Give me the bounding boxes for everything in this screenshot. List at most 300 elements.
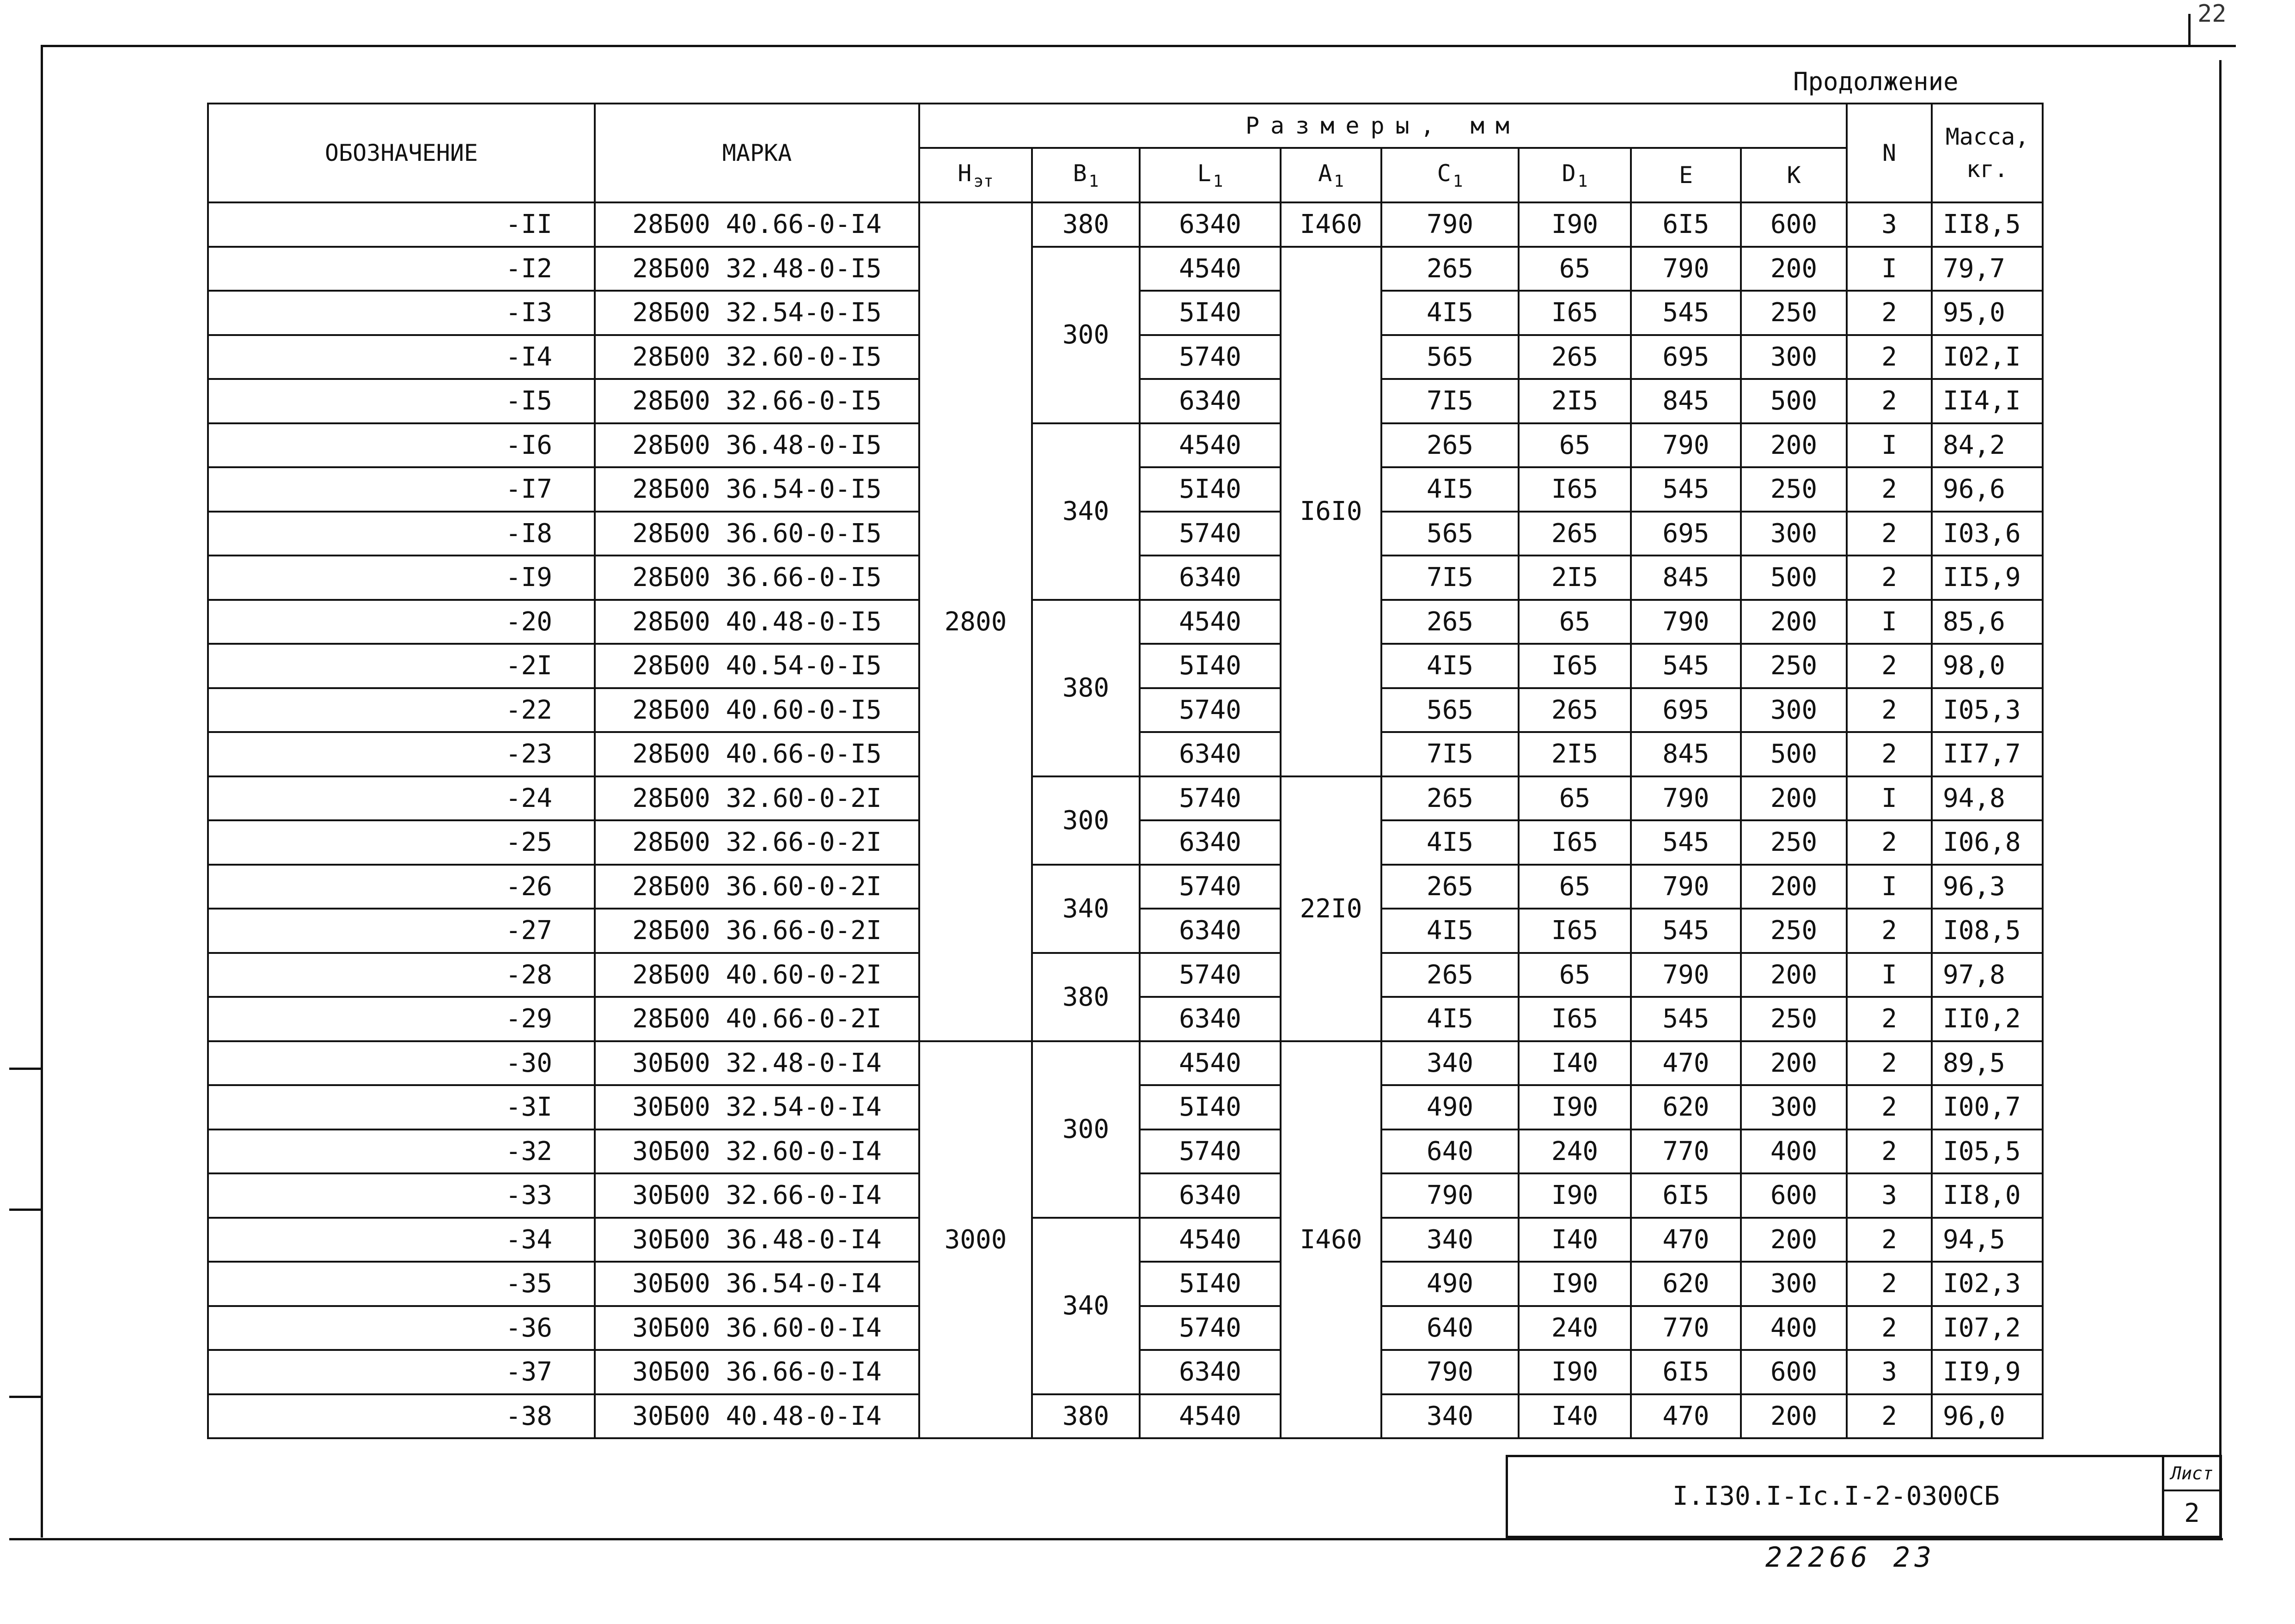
d1-cell: I65 (1519, 997, 1631, 1041)
c1-cell: 265 (1381, 423, 1519, 468)
n-cell: 2 (1847, 512, 1932, 556)
e-cell: 845 (1631, 732, 1741, 776)
d1-cell: I90 (1519, 1350, 1631, 1394)
header-a-subscript: 1 (1334, 171, 1344, 191)
n-cell: 2 (1847, 688, 1932, 733)
table-row (208, 1041, 2043, 1086)
designation-cell: -38 (208, 1394, 595, 1439)
k-cell: 250 (1741, 644, 1847, 688)
designation-cell: -36 (208, 1306, 595, 1350)
c1-cell: 490 (1381, 1262, 1519, 1306)
mass-cell: I02,3 (1932, 1262, 2043, 1306)
n-cell: 2 (1847, 556, 1932, 600)
table-body (208, 202, 2043, 1438)
n-cell: 2 (1847, 997, 1932, 1041)
mass-cell: 95,0 (1932, 291, 2043, 335)
e-cell: 695 (1631, 512, 1741, 556)
n-cell: 2 (1847, 379, 1932, 423)
n-cell: 2 (1847, 1218, 1932, 1262)
k-cell: 300 (1741, 688, 1847, 733)
e-cell: 6I5 (1631, 1173, 1741, 1218)
b1-cell: 380 (1032, 1394, 1140, 1439)
mark-cell: 30Б00 36.60-0-I4 (595, 1306, 919, 1350)
mass-cell: I00,7 (1932, 1085, 2043, 1129)
d1-cell: 2I5 (1519, 379, 1631, 423)
designation-cell: -24 (208, 776, 595, 821)
header-l-letter: L (1197, 159, 1211, 187)
designation-cell: -37 (208, 1350, 595, 1394)
l1-cell: 6340 (1140, 997, 1281, 1041)
specification-table (207, 103, 2044, 1439)
k-cell: 200 (1741, 1041, 1847, 1086)
d1-cell: 65 (1519, 600, 1631, 644)
table-row (208, 423, 2043, 468)
e-cell: 695 (1631, 335, 1741, 379)
k-cell: 200 (1741, 865, 1847, 909)
k-cell: 250 (1741, 291, 1847, 335)
mark-cell: 30Б00 36.48-0-I4 (595, 1218, 919, 1262)
e-cell: 770 (1631, 1306, 1741, 1350)
mass-cell: 96,6 (1932, 467, 2043, 512)
b1-cell: 380 (1032, 953, 1140, 1041)
l1-cell: 5I40 (1140, 467, 1281, 512)
mark-cell: 28Б00 32.60-0-2I (595, 776, 919, 821)
l1-cell: 5I40 (1140, 291, 1281, 335)
e-cell: 790 (1631, 247, 1741, 291)
k-cell: 500 (1741, 379, 1847, 423)
mark-cell: 30Б00 36.66-0-I4 (595, 1350, 919, 1394)
n-cell: I (1847, 776, 1932, 821)
d1-cell: 2I5 (1519, 556, 1631, 600)
mass-cell: II5,9 (1932, 556, 2043, 600)
mass-cell: 94,5 (1932, 1218, 2043, 1262)
k-cell: 300 (1741, 1085, 1847, 1129)
mark-cell: 28Б00 40.48-0-I5 (595, 600, 919, 644)
d1-cell: 265 (1519, 335, 1631, 379)
mass-cell: II0,2 (1932, 997, 2043, 1041)
e-cell: 6I5 (1631, 202, 1741, 247)
mark-cell: 28Б00 32.66-0-2I (595, 820, 919, 865)
mark-cell: 28Б00 36.60-0-2I (595, 865, 919, 909)
mass-cell: 84,2 (1932, 423, 2043, 468)
designation-cell: -I7 (208, 467, 595, 512)
k-cell: 200 (1741, 423, 1847, 468)
c1-cell: 265 (1381, 776, 1519, 821)
mark-cell: 28Б00 40.66-0-I4 (595, 202, 919, 247)
d1-cell: 65 (1519, 776, 1631, 821)
e-cell: 470 (1631, 1041, 1741, 1086)
designation-cell: -22 (208, 688, 595, 733)
table-row (208, 776, 2043, 821)
l1-cell: 4540 (1140, 1394, 1281, 1439)
e-cell: 620 (1631, 1085, 1741, 1129)
k-cell: 400 (1741, 1306, 1847, 1350)
k-cell: 200 (1741, 776, 1847, 821)
d1-cell: I90 (1519, 1173, 1631, 1218)
d1-cell: 240 (1519, 1306, 1631, 1350)
b1-cell: 380 (1032, 202, 1140, 247)
c1-cell: 565 (1381, 512, 1519, 556)
designation-cell: -I6 (208, 423, 595, 468)
mark-cell: 28Б00 32.66-0-I5 (595, 379, 919, 423)
mass-cell: II7,7 (1932, 732, 2043, 776)
mark-cell: 28Б00 40.66-0-2I (595, 997, 919, 1041)
mark-cell: 28Б00 36.66-0-I5 (595, 556, 919, 600)
designation-cell: -I3 (208, 291, 595, 335)
header-h-subscript: эт (973, 171, 994, 191)
e-cell: 845 (1631, 379, 1741, 423)
c1-cell: 265 (1381, 247, 1519, 291)
mass-cell: II8,0 (1932, 1173, 2043, 1218)
mass-cell: I02,I (1932, 335, 2043, 379)
mass-cell: I07,2 (1932, 1306, 2043, 1350)
e-cell: 545 (1631, 467, 1741, 512)
n-cell: 2 (1847, 820, 1932, 865)
k-cell: 250 (1741, 997, 1847, 1041)
table-row (208, 865, 2043, 909)
k-cell: 300 (1741, 335, 1847, 379)
b1-cell: 300 (1032, 247, 1140, 423)
e-cell: 790 (1631, 953, 1741, 997)
h-floor-cell: 2800 (919, 202, 1032, 1041)
d1-cell: 265 (1519, 688, 1631, 733)
l1-cell: 4540 (1140, 1218, 1281, 1262)
e-cell: 545 (1631, 820, 1741, 865)
n-cell: 2 (1847, 1306, 1932, 1350)
d1-cell: I65 (1519, 467, 1631, 512)
l1-cell: 6340 (1140, 820, 1281, 865)
n-cell: 2 (1847, 644, 1932, 688)
e-cell: 470 (1631, 1218, 1741, 1262)
mark-cell: 30Б00 32.48-0-I4 (595, 1041, 919, 1086)
d1-cell: 265 (1519, 512, 1631, 556)
a1-cell: I6I0 (1281, 247, 1381, 776)
d1-cell: I40 (1519, 1041, 1631, 1086)
designation-cell: -3I (208, 1085, 595, 1129)
header-e: E (1631, 148, 1741, 202)
c1-cell: 4I5 (1381, 909, 1519, 953)
mass-cell: II4,I (1932, 379, 2043, 423)
k-cell: 250 (1741, 467, 1847, 512)
designation-cell: -32 (208, 1129, 595, 1174)
table-row (208, 247, 2043, 291)
designation-cell: -I4 (208, 335, 595, 379)
l1-cell: 5740 (1140, 953, 1281, 997)
l1-cell: 6340 (1140, 1350, 1281, 1394)
corner-page-number: 22 (2197, 0, 2227, 28)
b1-cell: 340 (1032, 865, 1140, 953)
n-cell: 2 (1847, 1085, 1932, 1129)
table-row (208, 953, 2043, 997)
mass-cell: I06,8 (1932, 820, 2043, 865)
e-cell: 545 (1631, 997, 1741, 1041)
mass-cell: 97,8 (1932, 953, 2043, 997)
n-cell: I (1847, 247, 1932, 291)
a1-cell: I460 (1281, 202, 1381, 247)
designation-cell: -35 (208, 1262, 595, 1306)
n-cell: 3 (1847, 1350, 1932, 1394)
d1-cell: 65 (1519, 865, 1631, 909)
table-row (208, 1218, 2043, 1262)
mass-cell: 96,3 (1932, 865, 2043, 909)
mark-cell: 28Б00 36.60-0-I5 (595, 512, 919, 556)
mark-cell: 28Б00 32.60-0-I5 (595, 335, 919, 379)
n-cell: 2 (1847, 732, 1932, 776)
l1-cell: 5740 (1140, 688, 1281, 733)
d1-cell: I65 (1519, 909, 1631, 953)
header-mark: МАРКА (595, 104, 919, 202)
left-frame-line (41, 45, 43, 1538)
c1-cell: 4I5 (1381, 467, 1519, 512)
k-cell: 600 (1741, 202, 1847, 247)
mark-cell: 28Б00 32.54-0-I5 (595, 291, 919, 335)
document-code: I.I30.I-Ic.I-2-0300СБ (1672, 1481, 2000, 1511)
mark-cell: 28Б00 40.60-0-I5 (595, 688, 919, 733)
l1-cell: 6340 (1140, 379, 1281, 423)
l1-cell: 6340 (1140, 909, 1281, 953)
mass-cell: 79,7 (1932, 247, 2043, 291)
b1-cell: 300 (1032, 776, 1140, 865)
l1-cell: 5740 (1140, 1129, 1281, 1174)
d1-cell: 2I5 (1519, 732, 1631, 776)
n-cell: 2 (1847, 291, 1932, 335)
c1-cell: 340 (1381, 1394, 1519, 1439)
header-d-letter: D (1562, 159, 1576, 187)
c1-cell: 265 (1381, 953, 1519, 997)
header-c (1381, 148, 1519, 202)
l1-cell: 4540 (1140, 1041, 1281, 1086)
d1-cell: I65 (1519, 644, 1631, 688)
e-cell: 545 (1631, 909, 1741, 953)
d1-cell: I40 (1519, 1218, 1631, 1262)
mass-cell: II9,9 (1932, 1350, 2043, 1394)
header-designation: ОБОЗНАЧЕНИЕ (208, 104, 595, 202)
header-b-subscript: 1 (1088, 171, 1099, 191)
n-cell: 2 (1847, 909, 1932, 953)
d1-cell: I90 (1519, 1085, 1631, 1129)
e-cell: 770 (1631, 1129, 1741, 1174)
table-row (208, 202, 2043, 247)
c1-cell: 490 (1381, 1085, 1519, 1129)
binding-tick-3 (9, 1396, 42, 1398)
k-cell: 500 (1741, 732, 1847, 776)
n-cell: I (1847, 423, 1932, 468)
k-cell: 250 (1741, 909, 1847, 953)
l1-cell: 5740 (1140, 865, 1281, 909)
k-cell: 300 (1741, 512, 1847, 556)
mark-cell: 30Б00 36.54-0-I4 (595, 1262, 919, 1306)
designation-cell: -26 (208, 865, 595, 909)
mass-cell: 85,6 (1932, 600, 2043, 644)
mass-cell: I05,5 (1932, 1129, 2043, 1174)
mass-cell: I03,6 (1932, 512, 2043, 556)
c1-cell: 4I5 (1381, 997, 1519, 1041)
header-b-letter: B (1073, 159, 1087, 187)
n-cell: 2 (1847, 1129, 1932, 1174)
archive-number: 22266 23 (1765, 1541, 1936, 1574)
k-cell: 200 (1741, 1218, 1847, 1262)
e-cell: 790 (1631, 865, 1741, 909)
d1-cell: 65 (1519, 247, 1631, 291)
table-row (208, 600, 2043, 644)
header-k: K (1741, 148, 1847, 202)
mass-cell: 98,0 (1932, 644, 2043, 688)
l1-cell: 6340 (1140, 1173, 1281, 1218)
designation-cell: -34 (208, 1218, 595, 1262)
header-b (1032, 148, 1140, 202)
k-cell: 400 (1741, 1129, 1847, 1174)
designation-cell: -I5 (208, 379, 595, 423)
a1-cell: I460 (1281, 1041, 1381, 1439)
c1-cell: 4I5 (1381, 820, 1519, 865)
k-cell: 200 (1741, 600, 1847, 644)
header-d (1519, 148, 1631, 202)
top-frame-line (41, 45, 2236, 47)
header-l (1140, 148, 1281, 202)
n-cell: I (1847, 865, 1932, 909)
mark-cell: 28Б00 32.48-0-I5 (595, 247, 919, 291)
c1-cell: 7I5 (1381, 556, 1519, 600)
l1-cell: 5I40 (1140, 644, 1281, 688)
d1-cell: 65 (1519, 953, 1631, 997)
d1-cell: 65 (1519, 423, 1631, 468)
mark-cell: 30Б00 32.54-0-I4 (595, 1085, 919, 1129)
c1-cell: 340 (1381, 1218, 1519, 1262)
designation-cell: -II (208, 202, 595, 247)
designation-cell: -I9 (208, 556, 595, 600)
c1-cell: 790 (1381, 1350, 1519, 1394)
d1-cell: I65 (1519, 820, 1631, 865)
b1-cell: 340 (1032, 1218, 1140, 1394)
e-cell: 695 (1631, 688, 1741, 733)
k-cell: 200 (1741, 953, 1847, 997)
d1-cell: I40 (1519, 1394, 1631, 1439)
designation-cell: -I8 (208, 512, 595, 556)
header-d-subscript: 1 (1577, 171, 1588, 191)
continuation-label: Продолжение (1793, 67, 1959, 96)
l1-cell: 5740 (1140, 512, 1281, 556)
l1-cell: 4540 (1140, 600, 1281, 644)
l1-cell: 5I40 (1140, 1262, 1281, 1306)
c1-cell: 790 (1381, 1173, 1519, 1218)
mass-cell: II8,5 (1932, 202, 2043, 247)
n-cell: I (1847, 953, 1932, 997)
mass-cell: I05,3 (1932, 688, 2043, 733)
designation-cell: -23 (208, 732, 595, 776)
n-cell: 2 (1847, 467, 1932, 512)
sheet-number: 2 (2184, 1498, 2200, 1528)
e-cell: 620 (1631, 1262, 1741, 1306)
c1-cell: 265 (1381, 600, 1519, 644)
mass-cell: I08,5 (1932, 909, 2043, 953)
l1-cell: 6340 (1140, 732, 1281, 776)
l1-cell: 6340 (1140, 202, 1281, 247)
header-h-letter: H (958, 159, 972, 187)
designation-cell: -25 (208, 820, 595, 865)
corner-tick (2188, 14, 2191, 46)
e-cell: 545 (1631, 291, 1741, 335)
n-cell: I (1847, 600, 1932, 644)
c1-cell: 340 (1381, 1041, 1519, 1086)
designation-cell: -27 (208, 909, 595, 953)
binding-tick-1 (9, 1068, 42, 1070)
designation-cell: -I2 (208, 247, 595, 291)
binding-tick-2 (9, 1209, 42, 1211)
header-h (919, 148, 1032, 202)
c1-cell: 640 (1381, 1129, 1519, 1174)
mass-cell: 94,8 (1932, 776, 2043, 821)
k-cell: 600 (1741, 1350, 1847, 1394)
d1-cell: I90 (1519, 202, 1631, 247)
k-cell: 200 (1741, 247, 1847, 291)
k-cell: 300 (1741, 1262, 1847, 1306)
l1-cell: 5740 (1140, 1306, 1281, 1350)
c1-cell: 4I5 (1381, 291, 1519, 335)
c1-cell: 640 (1381, 1306, 1519, 1350)
l1-cell: 4540 (1140, 423, 1281, 468)
k-cell: 500 (1741, 556, 1847, 600)
b1-cell: 340 (1032, 423, 1140, 600)
header-mass: Масса, кг. (1932, 104, 2043, 202)
c1-cell: 7I5 (1381, 732, 1519, 776)
header-l-subscript: 1 (1213, 171, 1223, 191)
mark-cell: 30Б00 32.66-0-I4 (595, 1173, 919, 1218)
c1-cell: 4I5 (1381, 644, 1519, 688)
l1-cell: 6340 (1140, 556, 1281, 600)
n-cell: 3 (1847, 202, 1932, 247)
right-frame-line (2219, 60, 2222, 1539)
mass-cell: 96,0 (1932, 1394, 2043, 1439)
header-c-letter: C (1437, 159, 1451, 187)
c1-cell: 565 (1381, 335, 1519, 379)
designation-cell: -28 (208, 953, 595, 997)
n-cell: 2 (1847, 1041, 1932, 1086)
b1-cell: 300 (1032, 1041, 1140, 1218)
e-cell: 845 (1631, 556, 1741, 600)
bottom-frame-line (9, 1538, 2223, 1540)
header-c-subscript: 1 (1453, 171, 1463, 191)
designation-cell: -33 (208, 1173, 595, 1218)
e-cell: 545 (1631, 644, 1741, 688)
b1-cell: 380 (1032, 600, 1140, 776)
designation-cell: -2I (208, 644, 595, 688)
l1-cell: 5740 (1140, 335, 1281, 379)
designation-cell: -20 (208, 600, 595, 644)
header-sizes: Размеры, мм (919, 104, 1847, 148)
sheet-cell (2162, 1457, 2220, 1536)
c1-cell: 265 (1381, 865, 1519, 909)
mark-cell: 28Б00 36.48-0-I5 (595, 423, 919, 468)
d1-cell: I65 (1519, 291, 1631, 335)
k-cell: 200 (1741, 1394, 1847, 1439)
e-cell: 790 (1631, 776, 1741, 821)
table-row (208, 1394, 2043, 1439)
a1-cell: 22I0 (1281, 776, 1381, 1041)
mass-cell: 89,5 (1932, 1041, 2043, 1086)
mark-cell: 30Б00 40.48-0-I4 (595, 1394, 919, 1439)
header-n: N (1847, 104, 1932, 202)
mark-cell: 28Б00 36.66-0-2I (595, 909, 919, 953)
l1-cell: 4540 (1140, 247, 1281, 291)
e-cell: 790 (1631, 423, 1741, 468)
l1-cell: 5I40 (1140, 1085, 1281, 1129)
designation-cell: -29 (208, 997, 595, 1041)
e-cell: 790 (1631, 600, 1741, 644)
mark-cell: 28Б00 40.66-0-I5 (595, 732, 919, 776)
n-cell: 3 (1847, 1173, 1932, 1218)
c1-cell: 565 (1381, 688, 1519, 733)
d1-cell: I90 (1519, 1262, 1631, 1306)
